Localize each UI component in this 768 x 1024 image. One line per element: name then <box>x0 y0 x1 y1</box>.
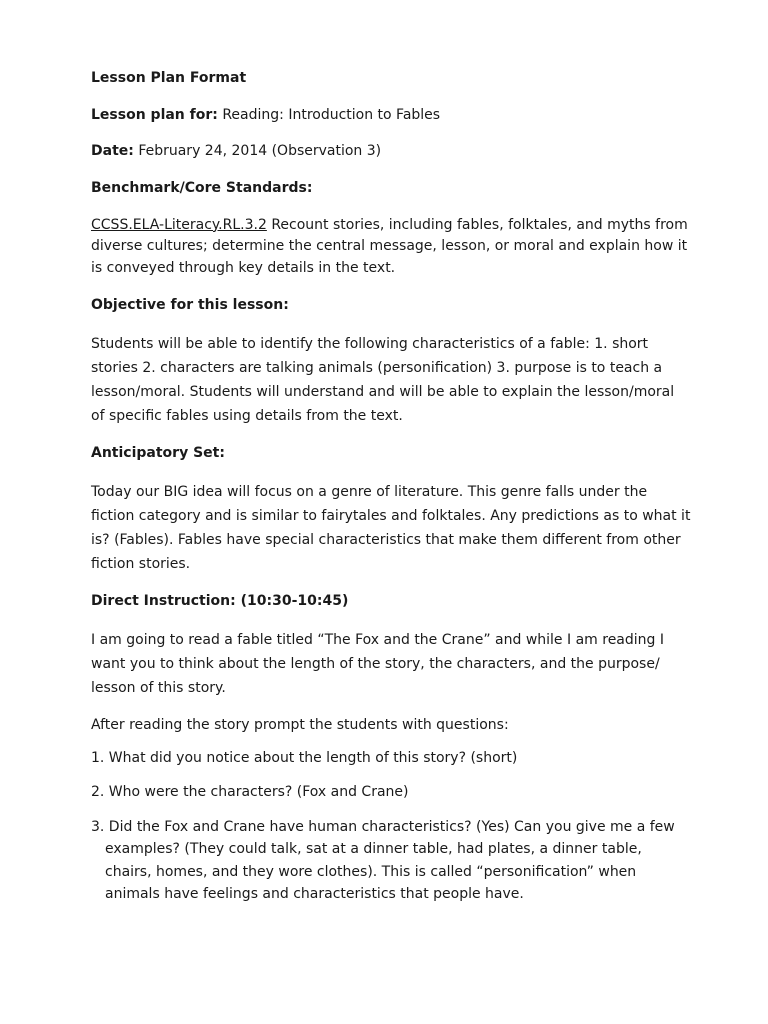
after-reading-text: After reading the story prompt the students with questions: <box>91 716 509 733</box>
objective-text: Students will be able to identify the following characteristics of a fable: 1. short stories 2. characters are talking animals (personification) 3. purpose is to teach a lesson/moral. Students will understand and will be able to explain the lesson/moral of specific fables using details from the text. <box>91 335 675 424</box>
date-label: Date: <box>91 143 134 160</box>
document-title: Lesson Plan Format <box>91 70 247 86</box>
standard-paragraph <box>91 215 691 280</box>
anticipatory-heading: Anticipatory Set: <box>91 444 225 461</box>
benchmark-heading: Benchmark/Core Standards: <box>91 180 313 197</box>
standard-text: Recount stories, including fables, folktales, and myths from diverse cultures; determine the central message, lesson, or moral and explain how it is conveyed through key details in the text. <box>91 216 688 277</box>
question-item: 3. Did the Fox and Crane have human characteristics? (Yes) Can you give me a few examples? (They could talk, sat at a dinner table, had plates, a dinner table, chairs, homes, and they wore clothes). This is called “personification” when animals have feelings and characteristics that people have. <box>91 818 675 902</box>
question-item: 1. What did you notice about the length of this story? (short) <box>91 750 518 767</box>
direct-instruction-heading: Direct Instruction: (10:30-10:45) <box>91 592 349 609</box>
lesson-for-value: Reading: Introduction to Fables <box>222 106 441 123</box>
standard-link[interactable]: CCSS.ELA-Literacy.RL.3.2 <box>91 216 267 233</box>
date-value: February 24, 2014 (Observation 3) <box>138 143 382 160</box>
direct-instruction-text: I am going to read a fable titled “The Fox and the Crane” and while I am reading I want you to think about the length of the story, the characters, and the purpose/ lesson of this story. <box>91 631 665 696</box>
date-line <box>91 141 691 163</box>
lesson-for-line <box>91 105 691 127</box>
lesson-plan-document <box>91 68 691 905</box>
objective-heading: Objective for this lesson: <box>91 296 289 313</box>
anticipatory-text: Today our BIG idea will focus on a genre of literature. This genre falls under the fiction category and is similar to fairytales and folktales. Any predictions as to what it is? (Fables). Fables have special characteristics that make them different from other fiction stories. <box>91 483 691 572</box>
question-item: 2. Who were the characters? (Fox and Crane) <box>91 784 409 801</box>
lesson-for-label: Lesson plan for: <box>91 106 218 123</box>
